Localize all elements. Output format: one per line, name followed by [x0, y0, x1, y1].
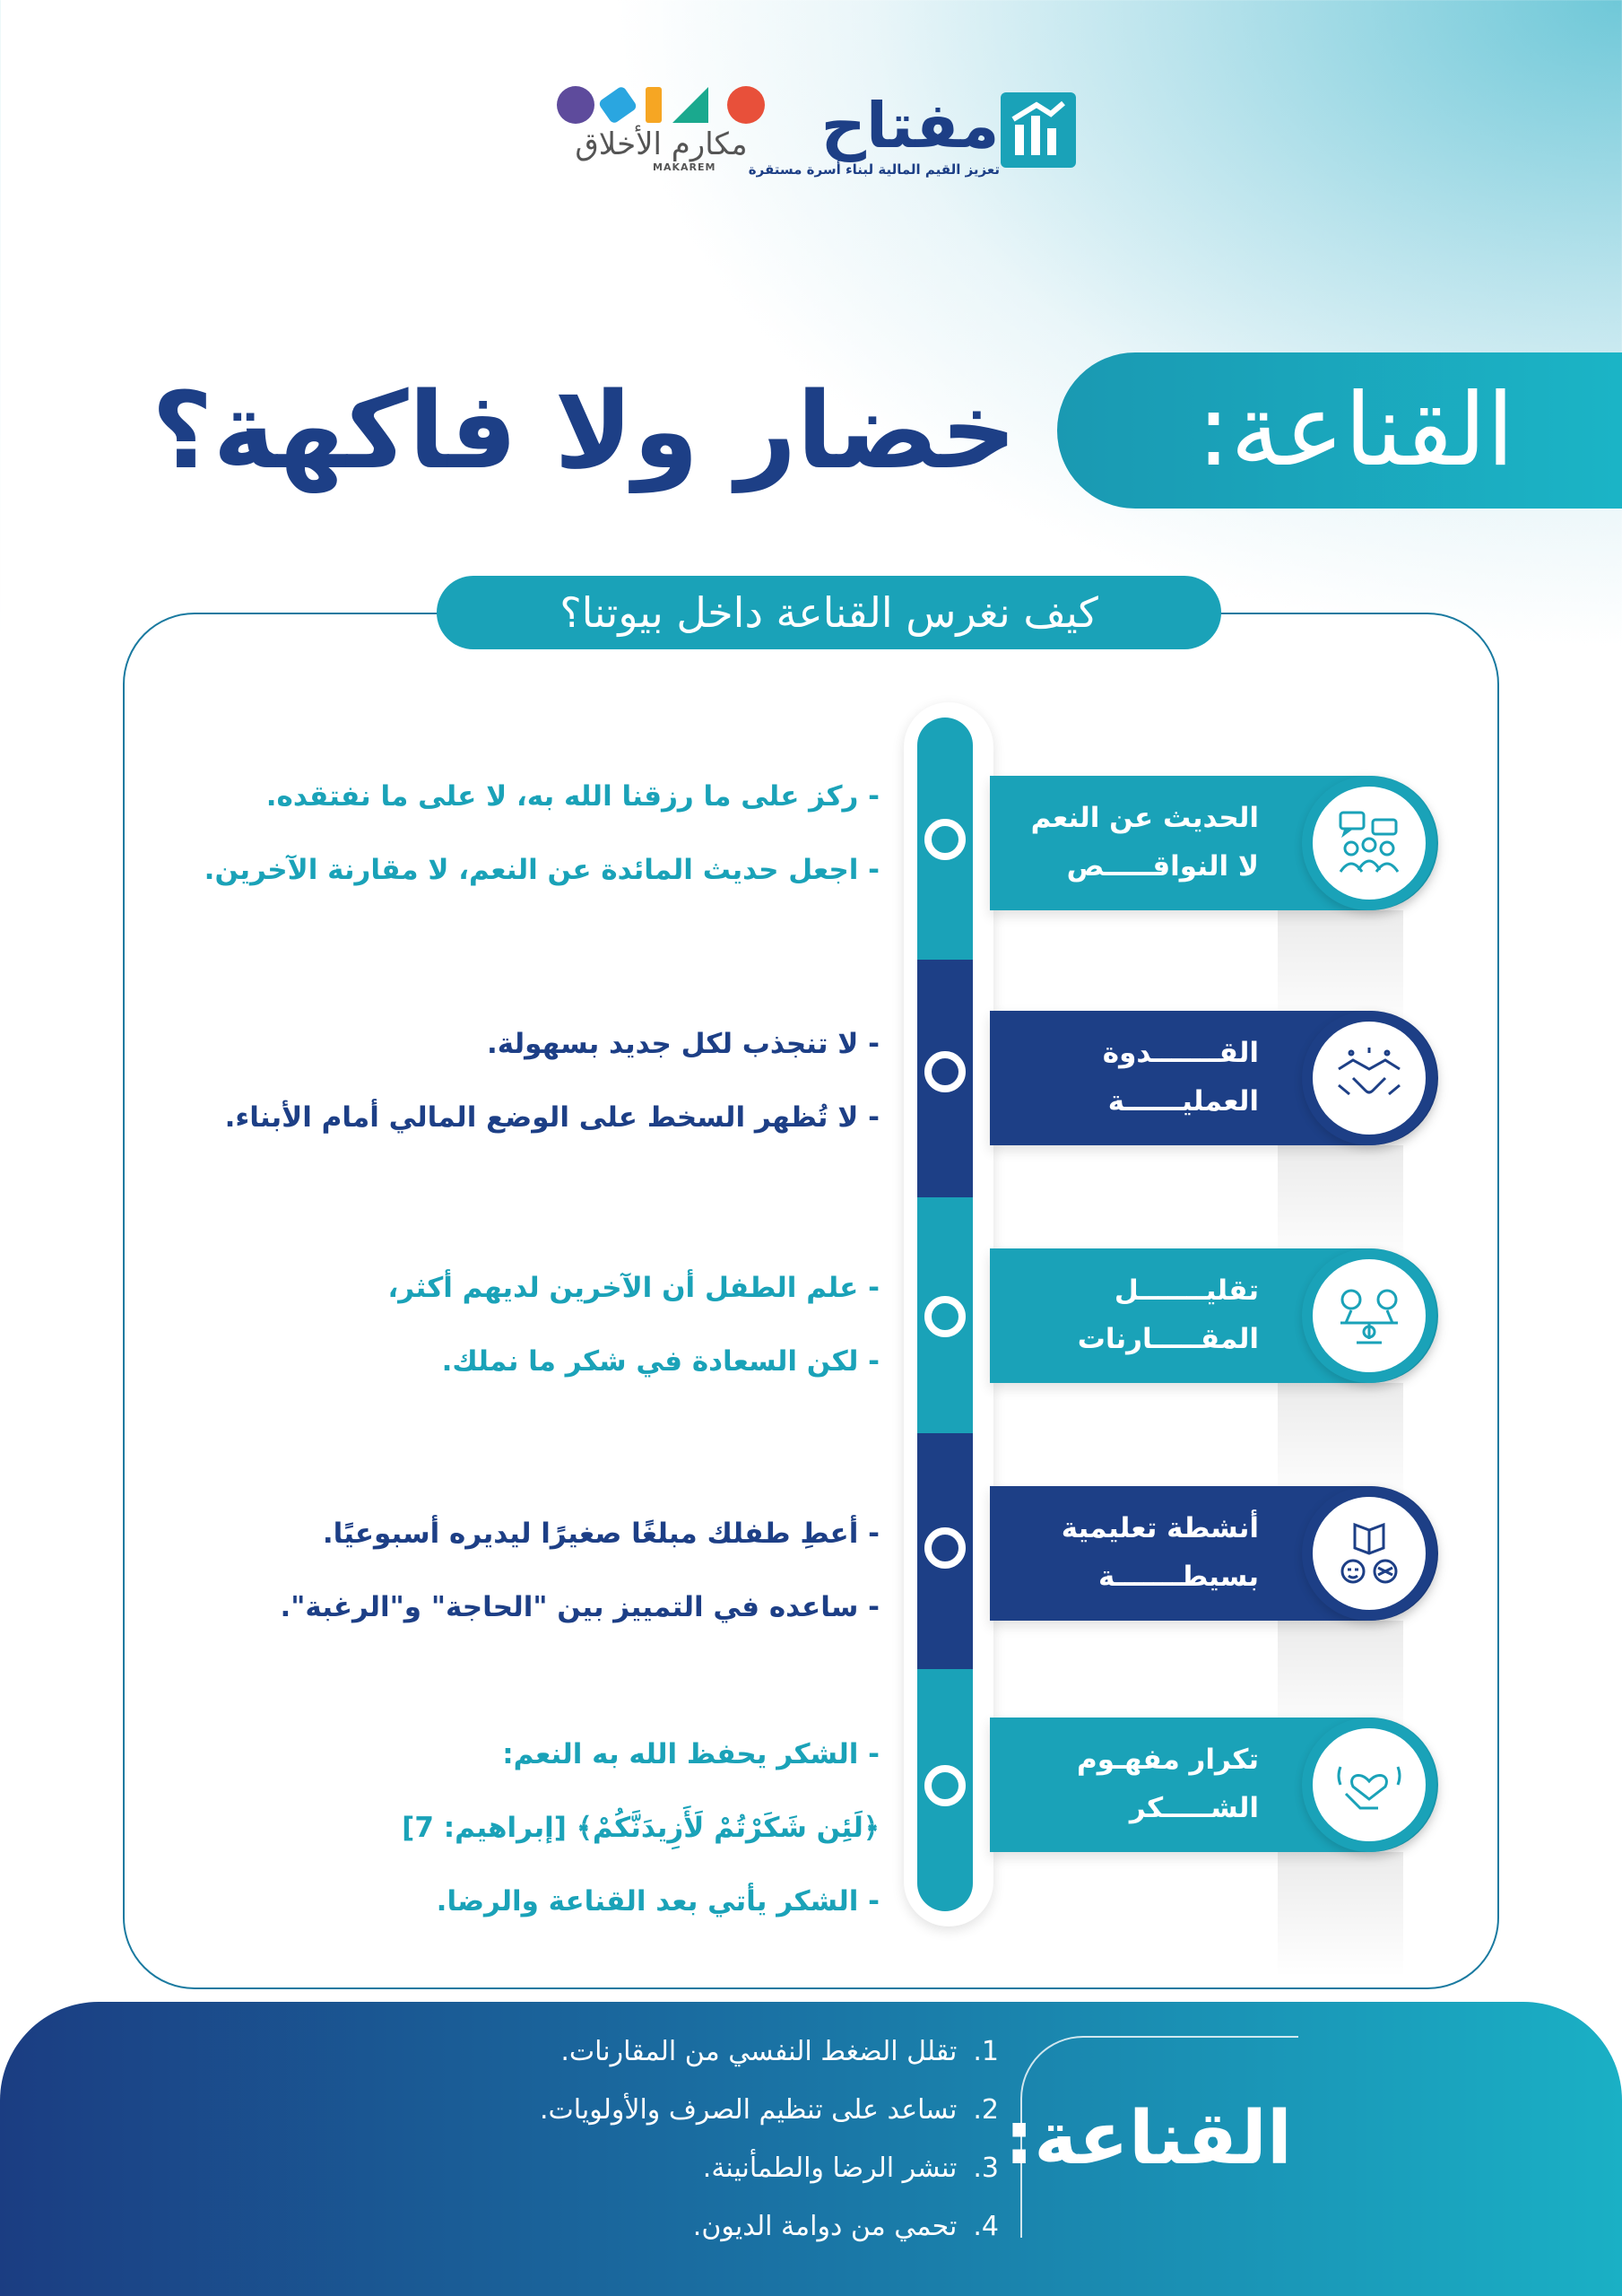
step-label-line1: الحديث عن النعم	[1030, 802, 1259, 834]
footer-list-item	[693, 2209, 999, 2245]
step-point: - ساعده في التمييز بين "الحاجة" و"الرغبة".	[280, 1591, 880, 1623]
step-label-line2: بسيطـــــــة	[1097, 1561, 1259, 1593]
timeline-node	[924, 1527, 966, 1569]
makarem-shapes-icon	[556, 84, 767, 126]
balance-scale-icon	[1302, 1248, 1436, 1383]
footer-list-item	[540, 2092, 999, 2128]
step-point: - لا تنجذب لكل جديد بسهولة.	[486, 1028, 880, 1060]
step-point: - لكن السعادة في شكر ما نملك.	[441, 1345, 880, 1378]
step-label-line2: المقـــــارنات	[1077, 1323, 1259, 1355]
makarem-logo-name: مكارم الأخلاق	[575, 126, 748, 162]
footer-item-number: 4.	[973, 2211, 999, 2242]
step-label-line2: لا النواقـــــص	[1066, 850, 1259, 883]
footer-title: القناعة:	[1004, 2096, 1292, 2181]
title-prefix: القناعة:	[1057, 352, 1622, 509]
makarem-logo-latin: MAKAREM	[653, 161, 716, 173]
footer-item-text: تقلل الضغط النفسي من المقارنات.	[560, 2036, 958, 2067]
footer-list-item	[560, 2034, 999, 2070]
step-label-line2: الشـــــكر	[1129, 1792, 1259, 1824]
quran-verse: ﴿لَئِن شَكَرْتُمْ لَأَزِيدَنَّكُمْ﴾ [إبراهيم: 7]	[402, 1812, 880, 1844]
learning-activities-icon	[1302, 1486, 1436, 1621]
timeline-node	[924, 1765, 966, 1806]
family-conversation-icon	[1302, 776, 1436, 910]
step-point: - اجعل حديث المائدة عن النعم، لا مقارنة الآخرين.	[204, 854, 880, 886]
timeline-node	[924, 1296, 966, 1337]
page-title: خضار ولا فاكهة؟	[151, 369, 1017, 492]
step-point: - ركز على ما رزقنا الله به، لا على ما نفتقده.	[265, 780, 880, 813]
footer-item-number: 3.	[973, 2152, 999, 2184]
step-point: - لا تُظهر السخط على الوضع المالي أمام الأبناء.	[224, 1101, 880, 1134]
miftah-chart-icon	[1001, 92, 1076, 168]
timeline-node	[924, 1051, 966, 1092]
miftah-logo	[748, 89, 1076, 178]
step-label-line1: القـــــــدوة	[1102, 1037, 1259, 1069]
timeline-node	[924, 819, 966, 860]
step-point: - الشكر يأتي بعد القناعة والرضا.	[436, 1885, 880, 1918]
miftah-logo-tagline: تعزيز القيم المالية لبناء أسرة مستقرة	[748, 161, 1000, 178]
footer-item-text: تساعد على تنظيم الصرف والأولويات.	[539, 2094, 958, 2126]
step-label-line1: أنشطة تعليمية	[1061, 1512, 1259, 1544]
heart-hand-icon	[1302, 1718, 1436, 1852]
card-shadow	[1278, 1852, 1403, 1978]
step-point: - أعطِ طفلك مبلغًا صغيرًا ليديره أسبوعيًا.	[322, 1518, 880, 1550]
footer-item-text: تحمي من دوامة الديون.	[692, 2211, 958, 2242]
footer-item-number: 2.	[973, 2094, 999, 2126]
step-label-line1: تكرار مفهـوم	[1077, 1744, 1259, 1776]
step-point: - علم الطفل أن الآخرين لديهم أكثر،	[387, 1272, 880, 1304]
footer-item-text: تنشر الرضا والطمأنينة.	[702, 2152, 958, 2184]
miftah-logo-name: مفتاح	[820, 89, 1000, 162]
step-label-line1: تقليـــــــل	[1114, 1274, 1259, 1307]
section-subtitle: كيف نغرس القناعة داخل بيوتنا؟	[437, 576, 1221, 649]
makarem-logo	[556, 81, 767, 173]
handshake-icon	[1302, 1011, 1436, 1145]
footer-list-item	[703, 2151, 999, 2187]
step-label-line2: العمليــــــة	[1107, 1085, 1259, 1118]
footer-item-number: 1.	[973, 2036, 999, 2067]
step-point: - الشكر يحفظ الله به النعم:	[502, 1738, 880, 1770]
